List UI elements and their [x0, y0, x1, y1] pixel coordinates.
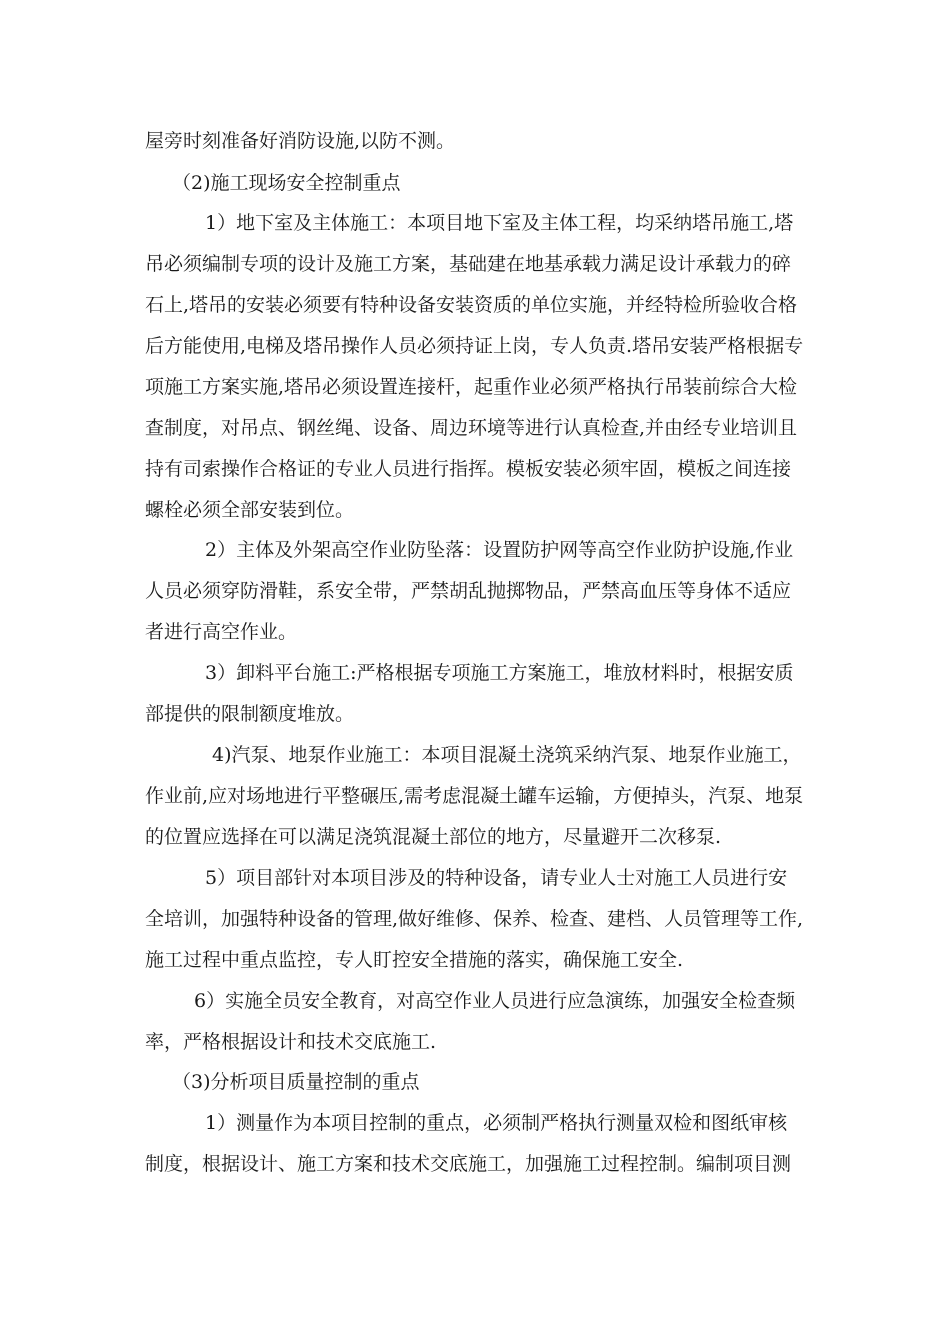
item-6-line-1: 6）实施全员安全教育，对高空作业人员进行应急演练，加强安全检查频	[194, 990, 796, 1012]
item-4-line-2: 作业前,应对场地进行平整碾压,需考虑混凝土罐车运输，方便掉头，汽泵、地泵	[145, 785, 804, 807]
text-line-1: 屋旁时刻准备好消防设施,以防不测。	[145, 130, 456, 152]
item-5-line-1: 5）项目部针对本项目涉及的特种设备，请专业人士对施工人员进行安	[205, 867, 788, 889]
item-1-line-1: 1）地下室及主体施工：本项目地下室及主体工程，均采纳塔吊施工,塔	[205, 212, 794, 234]
item-5-line-3: 施工过程中重点监控，专人盯控安全措施的落实，确保施工安全.	[145, 949, 684, 971]
item-6-line-2: 率，严格根据设计和技术交底施工.	[145, 1031, 437, 1053]
item-3-line-1: 3）卸料平台施工:严格根据专项施工方案施工，堆放材料时，根据安质	[205, 662, 794, 684]
section-heading-2: （2)施工现场安全控制重点	[172, 172, 401, 194]
item-1-line-4: 后方能使用,电梯及塔吊操作人员必须持证上岗，专人负责.塔吊安装严格根据专	[145, 335, 804, 357]
item-1-line-3: 石上,塔吊的安装必须要有特种设备安装资质的单位实施，并经特检所验收合格	[145, 294, 798, 316]
item-3-line-2: 部提供的限制额度堆放。	[145, 703, 355, 725]
quality-item-1-line-1: 1）测量作为本项目控制的重点，必须制严格执行测量双检和图纸审核	[205, 1112, 788, 1134]
item-1-line-2: 吊必须编制专项的设计及施工方案，基础建在地基承载力满足设计承载力的碎	[145, 253, 792, 275]
section-heading-3: （3)分析项目质量控制的重点	[172, 1071, 420, 1093]
item-4-line-3: 的位置应选择在可以满足浇筑混凝土部位的地方，尽量避开二次移泵.	[145, 826, 722, 848]
item-2-line-2: 人员必须穿防滑鞋，系安全带，严禁胡乱抛掷物品，严禁高血压等身体不适应	[145, 580, 792, 602]
item-1-line-5: 项施工方案实施,塔吊必须设置连接杆，起重作业必须严格执行吊装前综合大检	[145, 376, 798, 398]
item-4-line-1: 4)汽泵、地泵作业施工：本项目混凝土浇筑采纳汽泵、地泵作业施工，	[212, 744, 802, 766]
item-1-line-6: 查制度，对吊点、钢丝绳、设备、周边环境等进行认真检查,并由经专业培训且	[145, 417, 798, 439]
item-1-line-7: 持有司索操作合格证的专业人员进行指挥。模板安装必须牢固，模板之间连接	[145, 458, 792, 480]
item-5-line-2: 全培训，加强特种设备的管理,做好维修、保养、检查、建档、人员管理等工作,	[145, 908, 804, 930]
item-2-line-3: 者进行高空作业。	[145, 621, 298, 643]
item-1-line-8: 螺栓必须全部安装到位。	[145, 499, 355, 521]
item-2-line-1: 2）主体及外架高空作业防坠落：设置防护网等高空作业防护设施,作业	[205, 539, 794, 561]
quality-item-1-line-2: 制度，根据设计、施工方案和技术交底施工，加强施工过程控制。编制项目测	[145, 1153, 792, 1175]
